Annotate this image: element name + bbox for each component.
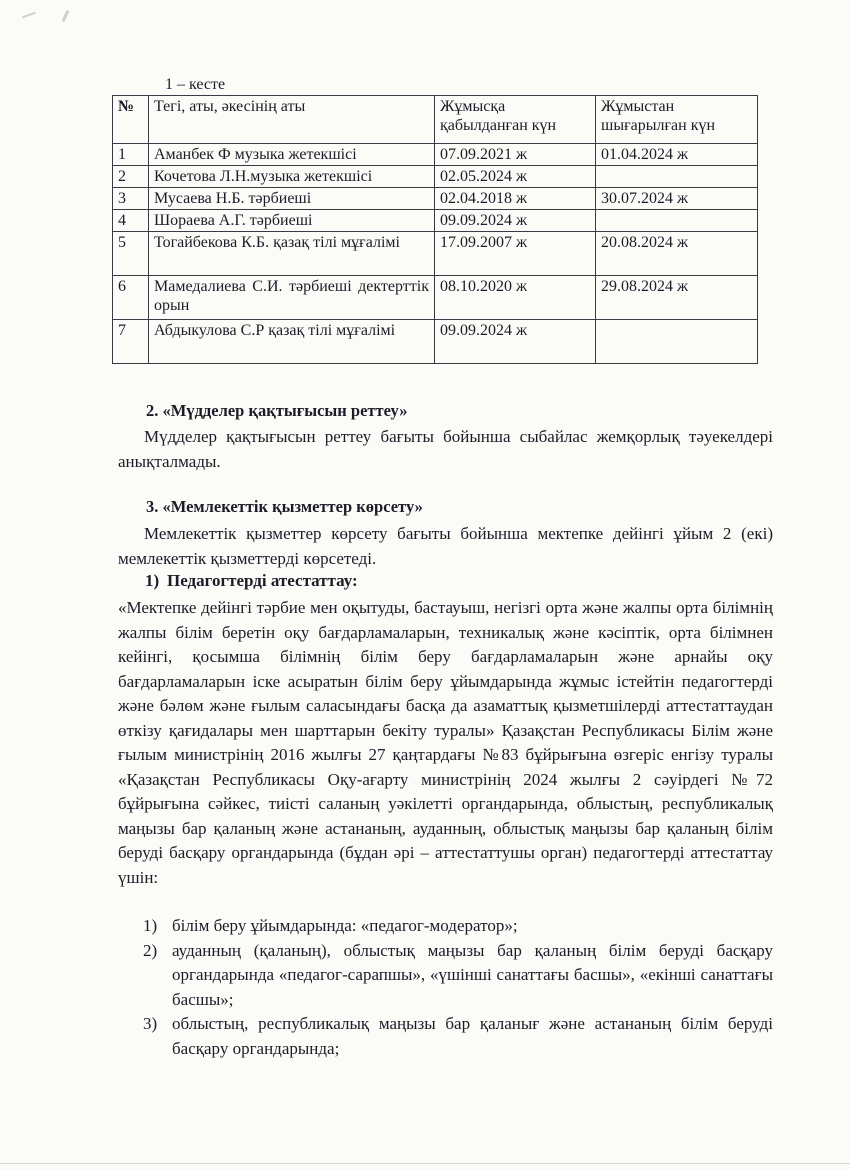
list-marker: 2) — [143, 940, 158, 960]
table-row — [113, 320, 758, 364]
list-marker: 3) — [143, 1014, 158, 1033]
table-row — [113, 210, 758, 232]
row-hire-date: 02.05.2024 ж — [435, 166, 596, 188]
list-item-text: облыстың, республикалық маңызы бар қаланығ және астананың білім беруді басқару органдарында; — [172, 1014, 773, 1058]
row-name: Мамедалиева С.И. тәрбиеші дектерттік орын — [149, 276, 435, 320]
header-number: № — [113, 96, 149, 144]
subsection-title: Педагогтерді атестаттау: — [167, 571, 358, 590]
list-marker: 1) — [143, 916, 158, 935]
list-item-text: ауданның (қаланың), облыстық маңызы бар қаланың білім беруді басқару органдарында «педагог-сарапшы», «үшінші санаттағы басшы», «екінші санаттағы басшы»; — [172, 940, 773, 1009]
row-dismissal-date — [596, 320, 758, 364]
list-item — [143, 914, 773, 939]
list-item-text: білім беру ұйымдарында: «педагог-модератор»; — [172, 916, 518, 935]
row-name: Мусаева Н.Б. тәрбиеші — [149, 188, 435, 210]
section-3-title: 3. «Мемлекеттік қызметтер көрсету» — [146, 497, 423, 516]
row-dismissal-date — [596, 166, 758, 188]
section-2-title: 2. «Мүдделер қақтығысын реттеу» — [146, 401, 408, 420]
header-hire-date: Жұмысқа қабылданған күн — [435, 96, 596, 144]
row-dismissal-date — [596, 210, 758, 232]
row-number: 7 — [113, 320, 149, 364]
row-dismissal-date: 01.04.2024 ж — [596, 144, 758, 166]
table-row — [113, 276, 758, 320]
table-caption: 1 – кесте — [165, 76, 226, 93]
row-hire-date: 17.09.2007 ж — [435, 232, 596, 276]
table-row — [113, 144, 758, 166]
table-row — [113, 232, 758, 276]
row-number: 1 — [113, 144, 149, 166]
header-dismissal-date: Жұмыстан шығарылған күн — [596, 96, 758, 144]
page-edge — [0, 1163, 850, 1164]
attestation-body: «Мектепке дейінгі тәрбие мен оқытуды, бастауыш, негізгі орта және жалпы орта білімнің жалпы білім беретін оқу бағдарламаларын, техникалық және кәсіптік, орта білімнен кейінгі, қосымша білімнің білім беру бағдарламаларын және арнайы оқу бағдарламаларын іске асыратын білім беру ұйымдарында жұмыс істейтін педагогтерді және бәлөм және ғылым саласындағы басқа да азаматтық қызметшілерді аттестаттаудан өткізу қағидалары мен шарттарын бекіту туралы» Қазақстан Республикасы Білім және ғылым министрінің 2016 жылғы 27 қаңтардағы №83 бұйрығына өзгеріс енгізу туралы «Қазақстан Республикасы Оқу-ағарту министрінің 2024 жылғы 2 сәуірдегі №72 бұйрығына сәйкес, тиісті саланың уәкілетті органдарында, облыстың, республикалық маңызы бар қаланың және астананың, ауданның, облыстық маңызы бар қаланың білім беруді басқару органдарында (бұдан әрі – аттестаттушы орган) педагогтерді аттестаттау үшін: — [118, 598, 773, 887]
row-number: 4 — [113, 210, 149, 232]
table-row — [113, 188, 758, 210]
row-name: Абдыкулова С.Р қазақ тілі мұғалімі — [149, 320, 435, 364]
attestation-list — [143, 914, 773, 1061]
list-item — [143, 939, 773, 1013]
row-dismissal-date: 29.08.2024 ж — [596, 276, 758, 320]
table-header-row — [113, 96, 758, 144]
row-dismissal-date: 30.07.2024 ж — [596, 188, 758, 210]
section-3-text: Мемлекеттік қызметтер көрсету бағыты бойынша мектепке дейінгі ұйым 2 (екі) мемлекеттік қызметтерді көрсетеді. — [118, 524, 773, 568]
row-hire-date: 09.09.2024 ж — [435, 320, 596, 364]
row-hire-date: 07.09.2021 ж — [435, 144, 596, 166]
row-number: 5 — [113, 232, 149, 276]
header-full-name: Тегі, аты, әкесінің аты — [149, 96, 435, 144]
staff-table — [112, 95, 758, 364]
row-number: 6 — [113, 276, 149, 320]
scan-speck — [22, 12, 36, 19]
section-2-text: Мүдделер қақтығысын реттеу бағыты бойынша сыбайлас жемқорлық тәуекелдері анықталмады. — [118, 427, 773, 471]
row-dismissal-date: 20.08.2024 ж — [596, 232, 758, 276]
subsection-marker: 1) — [145, 571, 160, 590]
row-hire-date: 02.04.2018 ж — [435, 188, 596, 210]
row-name: Кочетова Л.Н.музыка жетекшісі — [149, 166, 435, 188]
row-number: 3 — [113, 188, 149, 210]
row-hire-date: 09.09.2024 ж — [435, 210, 596, 232]
list-item — [143, 1012, 773, 1061]
row-name: Аманбек Ф музыка жетекшісі — [149, 144, 435, 166]
row-number: 2 — [113, 166, 149, 188]
row-name: Тогайбекова К.Б. қазақ тілі мұғалімі — [149, 232, 435, 276]
row-name: Шораева А.Г. тәрбиеші — [149, 210, 435, 232]
row-hire-date: 08.10.2020 ж — [435, 276, 596, 320]
scan-speck — [62, 10, 70, 22]
table-row — [113, 166, 758, 188]
